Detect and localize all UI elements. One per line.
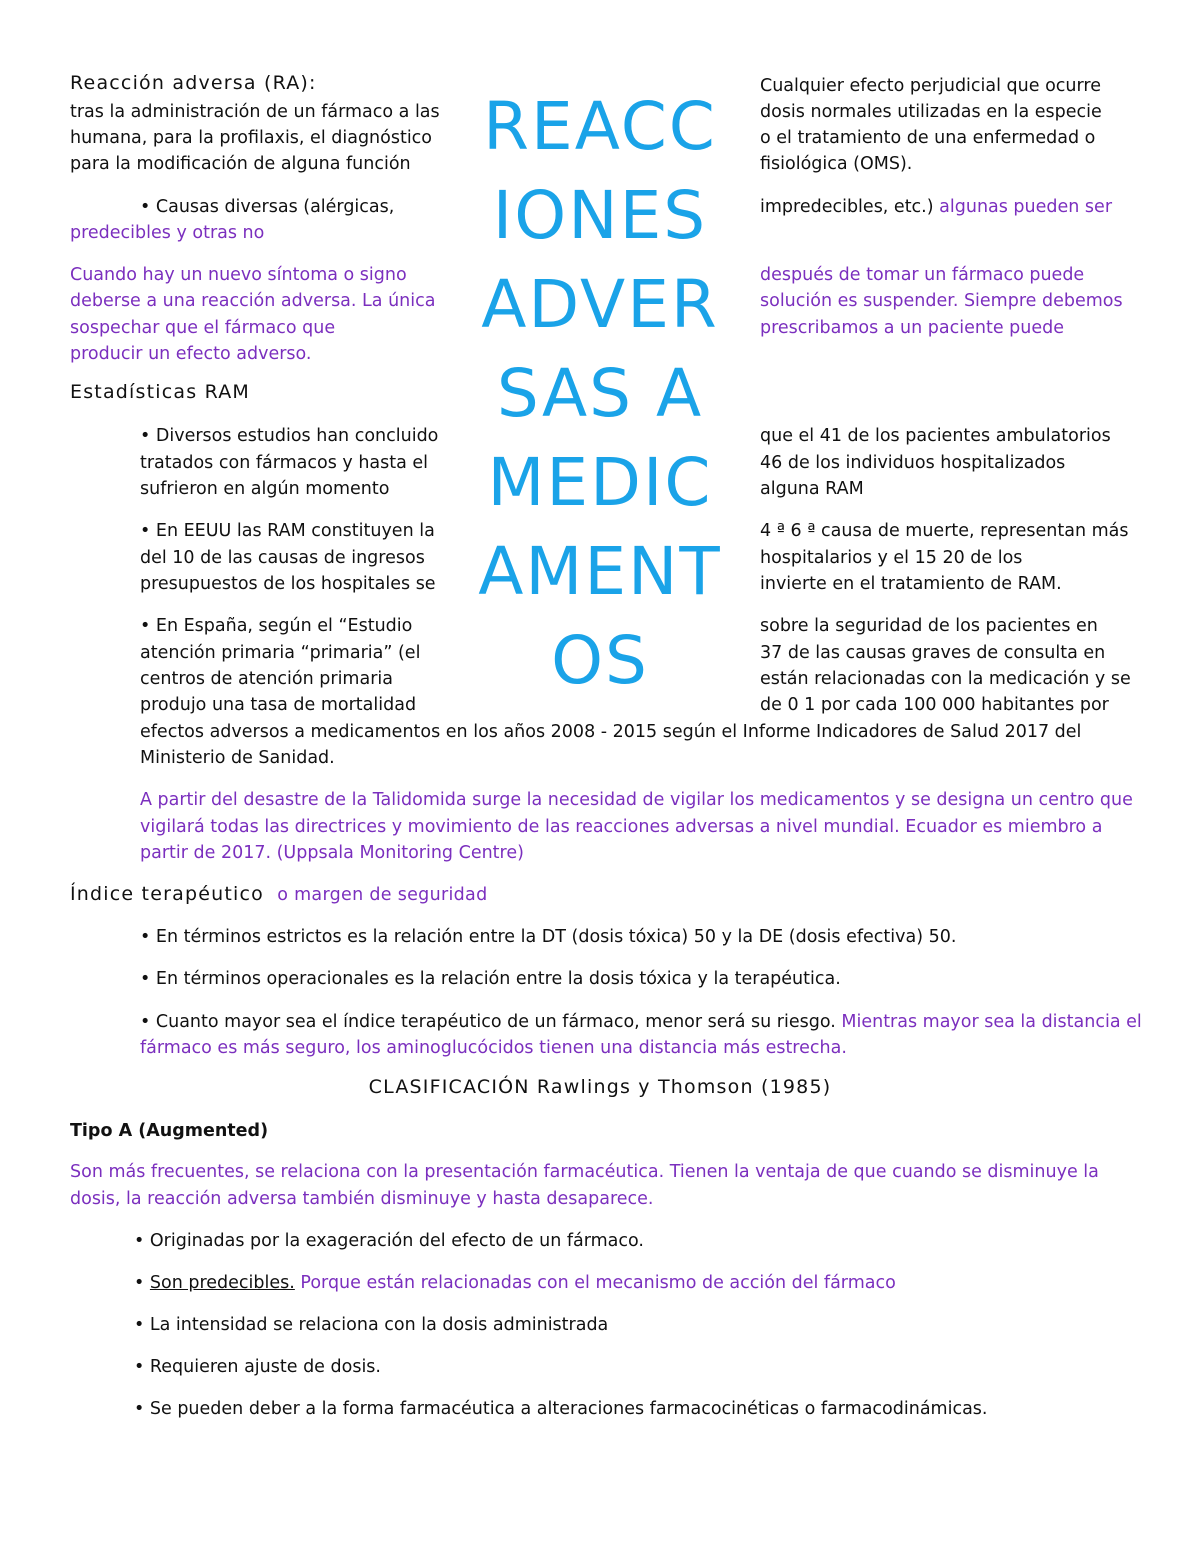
text-line: atención primaria “primaria” (el — [140, 643, 421, 663]
bullet-item: • Causas diversas (alérgicas, — [140, 197, 395, 217]
text-line: efectos adversos a medicamentos en los años 2008 - 2015 según el Informe Indicadores de Salud 2017 del — [140, 722, 1082, 742]
text-line: predecibles y otras no — [70, 223, 265, 243]
text-line: centros de atención primaria — [140, 669, 393, 689]
text-line: produjo una tasa de mortalidad — [140, 695, 417, 715]
title-line: IONES — [492, 177, 708, 254]
text-line: deberse a una reacción adversa. La única — [70, 291, 436, 311]
bullet-item: • Originadas por la exageración del efecto de un fármaco. — [134, 1231, 644, 1251]
text-line: sospechar que el fármaco que — [70, 318, 336, 338]
bullet-item: • En EEUU las RAM constituyen la — [140, 521, 435, 541]
document-title — [460, 82, 740, 705]
text-line: solución es suspender. Siempre debemos — [760, 291, 1123, 311]
text-line: partir de 2017. (Uppsala Monitoring Centre) — [140, 843, 524, 863]
text-span: • Cuanto mayor sea el índice terapéutico de un fármaco, menor será su riesgo. — [140, 1012, 836, 1032]
bullet-item: • En España, según el “Estudio — [140, 616, 413, 636]
highlight-span: algunas pueden ser — [939, 197, 1113, 217]
text-line: prescribamos a un paciente puede — [760, 318, 1064, 338]
bullet-item — [134, 1270, 896, 1296]
tipo-a-heading: Tipo A (Augmented) — [70, 1121, 269, 1141]
text-line: dosis, la reacción adversa también disminuye y hasta desaparece. — [70, 1189, 654, 1209]
text-line: que el 41 de los pacientes ambulatorios — [760, 426, 1111, 446]
text-line: tras la administración de un fármaco a las — [70, 102, 440, 122]
title-line: ADVER — [481, 266, 719, 343]
text-line: presupuestos de los hospitales se — [140, 574, 436, 594]
ra-heading: Reacción adversa (RA): — [70, 72, 317, 94]
text-line: Son más frecuentes, se relaciona con la presentación farmacéutica. Tienen la ventaja de que cuando se disminuye la — [70, 1162, 1099, 1182]
title-line: REACC — [483, 88, 717, 165]
bullet-item: • La intensidad se relaciona con la dosis administrada — [134, 1315, 609, 1335]
text-line: humana, para la profilaxis, el diagnóstico — [70, 128, 433, 148]
text-line: Cualquier efecto perjudicial que ocurre — [760, 76, 1101, 96]
text-line: invierte en el tratamiento de RAM. — [760, 574, 1062, 594]
text-line: 4 ª 6 ª causa de muerte, representan más — [760, 521, 1129, 541]
text-line: Cuando hay un nuevo síntoma o signo — [70, 265, 407, 285]
text-line: del 10 de las causas de ingresos — [140, 548, 425, 568]
text-line: para la modificación de alguna función — [70, 154, 411, 174]
text-line: o el tratamiento de una enfermedad o — [760, 128, 1096, 148]
title-line: AMENT — [478, 533, 722, 610]
text-line: producir un efecto adverso. — [70, 344, 312, 364]
text-line: alguna RAM — [760, 479, 864, 499]
heading-text: Índice terapéutico — [70, 883, 264, 905]
text-span: impredecibles, etc.) — [760, 197, 934, 217]
title-line: MEDIC — [487, 444, 713, 521]
text-line: Ministerio de Sanidad. — [140, 748, 335, 768]
bullet-item: • Diversos estudios han concluido — [140, 426, 439, 446]
text-line: A partir del desastre de la Talidomida surge la necesidad de vigilar los medicamentos y se designa un centro que — [140, 790, 1133, 810]
bullet-mark: • — [134, 1273, 145, 1293]
text-line: tratados con fármacos y hasta el — [140, 453, 429, 473]
text-line: hospitalarios y el 15 20 de los — [760, 548, 1023, 568]
text-line: fármaco es más seguro, los aminoglucócidos tienen una distancia más estrecha. — [140, 1038, 847, 1058]
bullet-item: • En términos estrictos es la relación entre la DT (dosis tóxica) 50 y la DE (dosis efectiva) 50. — [140, 927, 957, 947]
text-line: vigilará todas las directrices y movimiento de las reacciones adversas a nivel mundial. Ecuador es miembro a — [140, 817, 1103, 837]
highlight-span: Mientras mayor sea la distancia el — [841, 1012, 1142, 1032]
stats-heading: Estadísticas RAM — [70, 381, 251, 403]
text-line: dosis normales utilizadas en la especie — [760, 102, 1102, 122]
text-line: sobre la seguridad de los pacientes en — [760, 616, 1098, 636]
title-line: SAS A — [496, 355, 704, 432]
text-line: de 0 1 por cada 100 000 habitantes por — [760, 695, 1109, 715]
text-line: 46 de los individuos hospitalizados — [760, 453, 1066, 473]
underlined-text: Son predecibles. — [149, 1273, 295, 1293]
bullet-item — [140, 1009, 1142, 1035]
clasificacion-heading: CLASIFICACIÓN Rawlings y Thomson (1985) — [368, 1076, 832, 1098]
text-line: sufrieron en algún momento — [140, 479, 390, 499]
highlight-span: Porque están relacionadas con el mecanismo de acción del fármaco — [300, 1273, 896, 1293]
bullet-item: • Se pueden deber a la forma farmacéutica a alteraciones farmacocinéticas o farmacodinámicas. — [134, 1399, 988, 1419]
text-line: después de tomar un fármaco puede — [760, 265, 1085, 285]
text-line — [760, 194, 1112, 220]
heading-subtext: o margen de seguridad — [277, 885, 488, 905]
text-line: 37 de las causas graves de consulta en — [760, 643, 1106, 663]
bullet-item: • Requieren ajuste de dosis. — [134, 1357, 381, 1377]
title-line: OS — [551, 622, 649, 699]
text-line: están relacionadas con la medicación y se — [760, 669, 1131, 689]
bullet-item: • En términos operacionales es la relación entre la dosis tóxica y la terapéutica. — [140, 969, 841, 989]
text-line: fisiológica (OMS). — [760, 154, 913, 174]
indice-heading — [70, 883, 487, 905]
